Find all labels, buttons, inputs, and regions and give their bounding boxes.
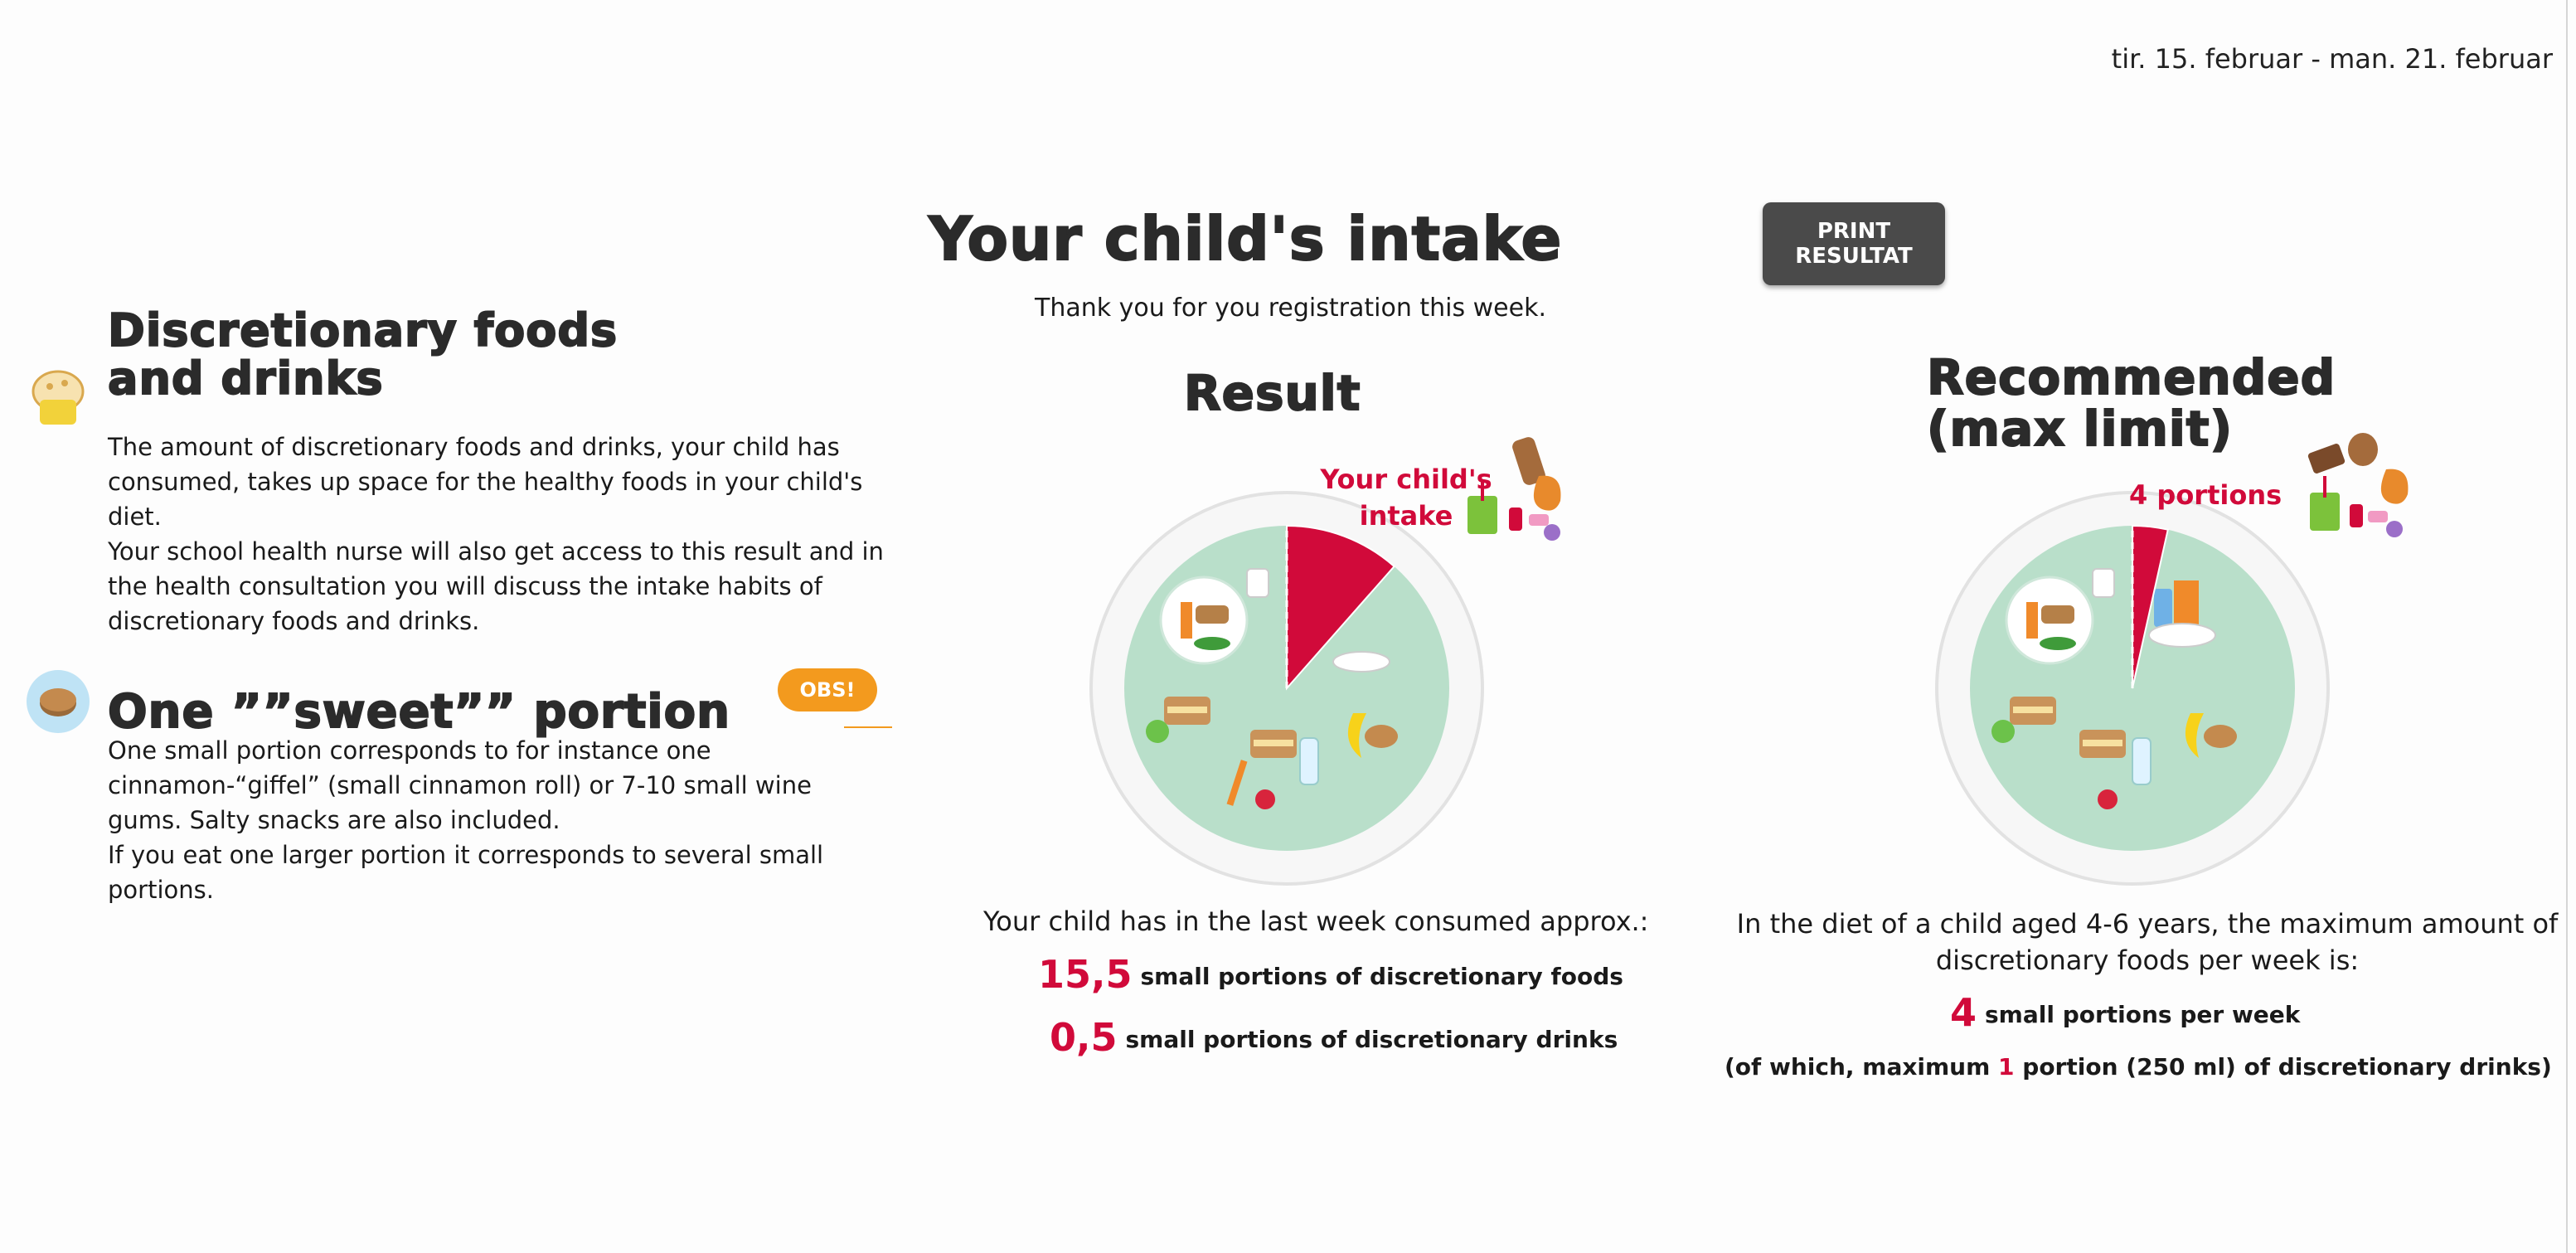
date-range[interactable]: tir. 15. februar - man. 21. februar bbox=[2111, 43, 2553, 75]
drinks-limit-suffix: portion (250 ml) of discretionary drinks) bbox=[2022, 1053, 2552, 1081]
foods-stat bbox=[1038, 952, 1623, 997]
discretionary-paragraph-2: Your school health nurse will also get access to this result and in the health consultation you will discuss the intake habits of discretionary foods and drinks. bbox=[108, 537, 884, 635]
result-plate-label: Your child's intake bbox=[1320, 464, 1492, 532]
consumed-text: Your child has in the last week consumed approx.: bbox=[983, 906, 1649, 937]
recommended-title: Recommended (max limit) bbox=[1927, 349, 2336, 457]
recommended-text: In the diet of a child aged 4-6 years, the maximum amount of discretionary foods per week is: bbox=[1736, 908, 2559, 976]
page-title: Your child's intake bbox=[929, 204, 1563, 274]
drinks-stat bbox=[1050, 1015, 1618, 1060]
obs-badge: OBS! bbox=[778, 668, 877, 711]
drinks-value: 0,5 bbox=[1050, 1015, 1118, 1060]
sweet-portion-description bbox=[108, 733, 854, 907]
discretionary-paragraph-1: The amount of discretionary foods and drinks, your child has consumed, takes up space for the healthy foods in your child's diet. bbox=[108, 433, 863, 531]
foods-value: 15,5 bbox=[1038, 952, 1133, 997]
weekly-label: small portions per week bbox=[1985, 1001, 2301, 1028]
muffin-icon bbox=[28, 367, 88, 430]
print-result-button[interactable] bbox=[1763, 202, 1945, 285]
discretionary-title: Discretionary foods and drinks bbox=[108, 304, 619, 405]
discretionary-description bbox=[108, 430, 904, 639]
sweet-paragraph-1: One small portion corresponds to for instance one cinnamon-“giffel” (small cinnamon roll) or 7-10 small wine gums. Salty snacks are also included. bbox=[108, 736, 812, 834]
foods-label: small portions of discretionary foods bbox=[1140, 963, 1623, 990]
scrollbar-edge bbox=[2566, 0, 2568, 1253]
thanks-message: Thank you for you registration this week. bbox=[1035, 294, 1547, 323]
drinks-limit-value: 1 bbox=[1998, 1053, 2015, 1081]
drinks-label: small portions of discretionary drinks bbox=[1125, 1026, 1618, 1053]
drinks-limit-prefix: (of which, maximum bbox=[1725, 1053, 1991, 1081]
cookie-icon bbox=[25, 668, 91, 735]
result-title: Result bbox=[1184, 365, 1361, 421]
recommended-plate-label: 4 portions bbox=[2129, 479, 2283, 511]
obs-underline bbox=[844, 726, 892, 728]
sweets-cluster-illustration bbox=[2288, 431, 2421, 556]
print-button-label: PRINT RESULTAT bbox=[1795, 219, 1913, 269]
sweet-paragraph-2: If you eat one larger portion it corresponds to several small portions. bbox=[108, 841, 824, 904]
weekly-value: 4 bbox=[1950, 990, 1977, 1035]
sweet-portion-title: One ””sweet”” portion bbox=[108, 685, 730, 739]
drinks-limit-text bbox=[1725, 1053, 2552, 1081]
recommended-plate-chart bbox=[1933, 489, 2331, 887]
weekly-stat bbox=[1950, 990, 2300, 1035]
result-plate-chart bbox=[1088, 489, 1486, 887]
